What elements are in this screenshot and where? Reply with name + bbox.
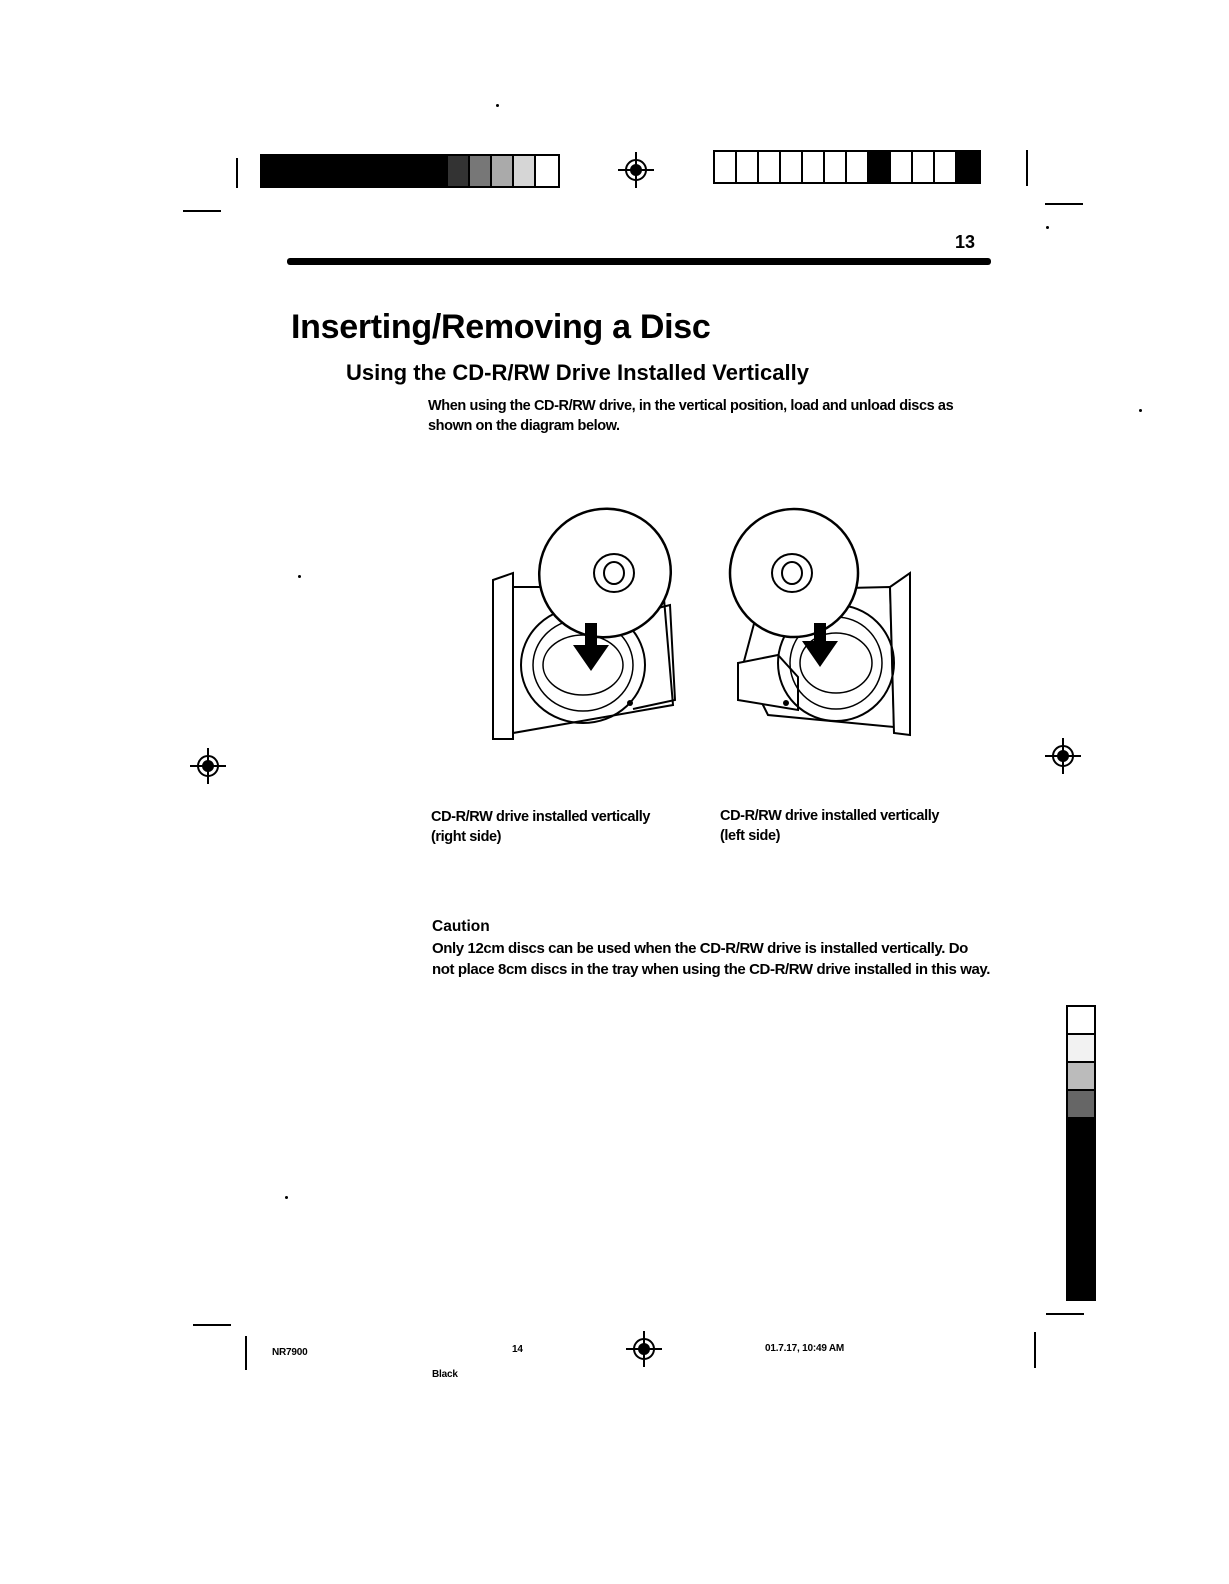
footer-sheet-number: 14 (512, 1344, 523, 1355)
caution-heading: Caution (432, 918, 490, 935)
caution-text: Only 12cm discs can be used when the CD-R/RW drive is installed vertically. Do not place 8cm discs in the tray when using the CD-R/RW drive installed in this way. (432, 940, 991, 978)
crop-mark-bottom-left-horizontal (193, 1324, 231, 1326)
section-heading: Using the CD-R/RW Drive Installed Vertically (346, 360, 809, 385)
page-number: 13 (955, 232, 976, 252)
page-title: Inserting/Removing a Disc (291, 308, 711, 346)
scan-speck (496, 104, 499, 107)
header-rule (287, 258, 991, 265)
scan-speck (1046, 226, 1049, 229)
registration-crosshair-icon (626, 1331, 662, 1367)
scan-speck (1139, 409, 1142, 412)
color-calibration-strip-left (260, 154, 560, 188)
scan-speck (285, 1196, 288, 1199)
crop-mark-top-left-vertical (236, 158, 238, 188)
color-calibration-strip-right (713, 150, 981, 184)
crop-mark-top-right-vertical (1026, 150, 1028, 186)
registration-crosshair-icon (190, 748, 226, 784)
footer-timestamp: 01.7.17, 10:49 AM (765, 1343, 845, 1354)
diagram-drive-left-side (718, 495, 918, 745)
footer-ink-color: Black (432, 1369, 458, 1380)
intro-paragraph: When using the CD-R/RW drive, in the vertical position, load and unload discs as shown on the diagram below. (428, 398, 954, 434)
figure-caption-right-side: CD-R/RW drive installed vertically (right side) (431, 809, 651, 845)
registration-crosshair-icon (618, 152, 654, 188)
registration-crosshair-icon (1045, 738, 1081, 774)
crop-mark-bottom-right-vertical (1034, 1332, 1036, 1368)
scan-speck (298, 575, 301, 578)
figure-caption-left-side: CD-R/RW drive installed vertically (left side) (720, 808, 940, 844)
crop-mark-top-right-horizontal (1045, 203, 1083, 205)
crop-mark-bottom-left-vertical (245, 1336, 247, 1370)
color-calibration-strip-vertical (1066, 1005, 1096, 1301)
footer-model: NR7900 (272, 1347, 308, 1358)
crop-mark-top-left-horizontal (183, 210, 221, 212)
diagram-drive-right-side (485, 495, 700, 745)
crop-mark-bottom-right-horizontal (1046, 1313, 1084, 1315)
